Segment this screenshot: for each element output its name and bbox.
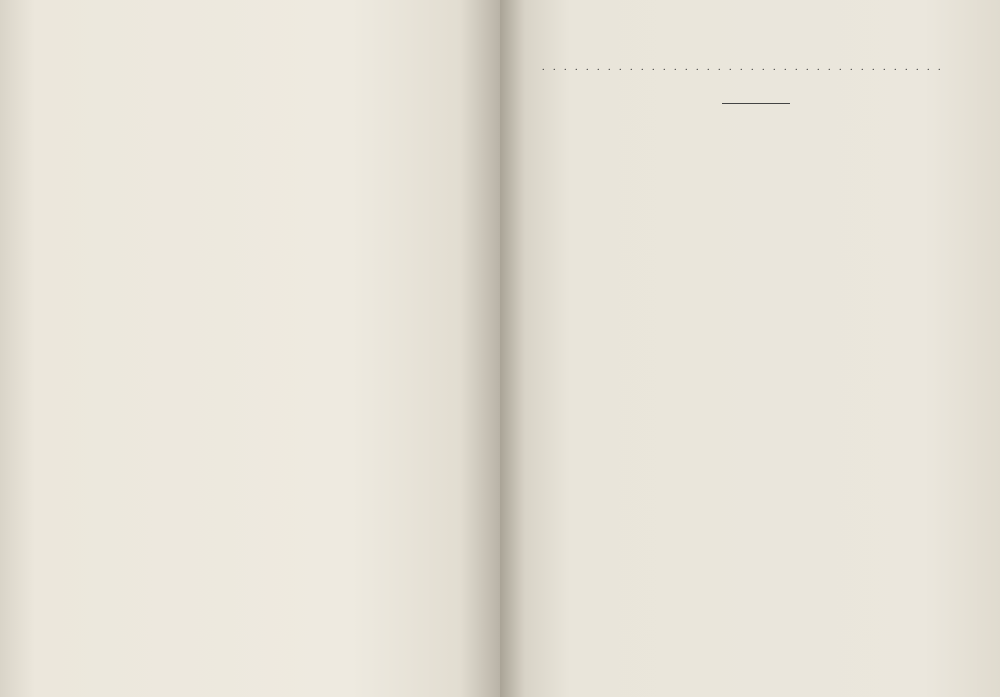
right-page xyxy=(500,0,1000,697)
end-rule xyxy=(722,103,790,104)
right-running-head xyxy=(540,38,972,56)
subject-index-entry xyxy=(540,62,972,73)
left-running-head xyxy=(30,20,482,40)
dot-leader xyxy=(542,62,942,73)
